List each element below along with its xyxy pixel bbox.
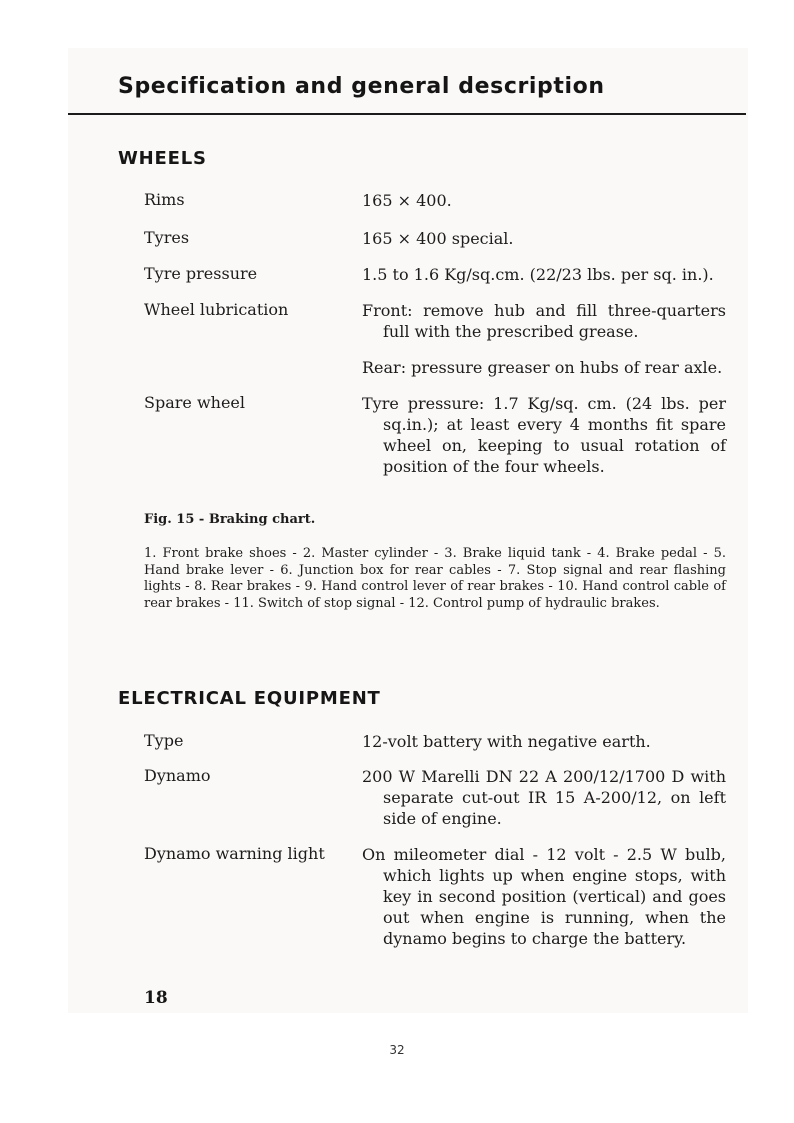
spec-value — [362, 393, 726, 492]
wheels-heading: WHEELS — [118, 148, 207, 169]
spec-value — [362, 228, 726, 264]
spec-value-text: 1.5 to 1.6 Kg/sq.cm. (22/23 lbs. per sq. in.). — [362, 265, 714, 284]
title-rule — [68, 113, 746, 115]
spec-value — [362, 300, 726, 393]
spec-label: Type — [144, 731, 184, 750]
spec-value — [362, 766, 726, 844]
folio-number: 18 — [144, 988, 168, 1008]
spec-value — [362, 844, 726, 964]
spec-value-text: Front: remove hub and fill three-quarters full with the prescribed grease. — [362, 301, 726, 341]
electrical-heading: ELECTRICAL EQUIPMENT — [118, 688, 381, 709]
figure-title: Fig. 15 - Braking chart. — [144, 512, 316, 527]
spec-value-text: Tyre pressure: 1.7 Kg/sq. cm. (24 lbs. per sq.in.); at least every 4 months fit spare wheel on, keeping to usual rotation of position of the four wheels. — [362, 394, 726, 476]
spec-value-text: 165 × 400 special. — [362, 229, 514, 248]
spec-label: Spare wheel — [144, 393, 245, 412]
spec-value — [362, 264, 726, 300]
spec-label: Dynamo — [144, 766, 211, 785]
figure-caption: 1. Front brake shoes - 2. Master cylinder - 3. Brake liquid tank - 4. Brake pedal - 5. Hand brake lever - 6. Junction box for rear cables - 7. Stop signal and rear flashing lights - 8. Rear brakes - 9. Hand control lever of rear brakes - 10. Hand control cable of rear brakes - 11. Switch of stop signal - 12. Control pump of hydraulic brakes. — [144, 546, 726, 611]
spec-value-text: 12-volt battery with negative earth. — [362, 732, 651, 751]
spec-value-text: On mileometer dial - 12 volt - 2.5 W bulb, which lights up when engine stops, with key in second position (vertical) and goes out when engine is running, when the dynamo begins to charge the battery. — [362, 845, 726, 948]
spec-label: Dynamo warning light — [144, 844, 325, 863]
spec-value-text: Rear: pressure greaser on hubs of rear axle. — [362, 358, 723, 377]
page-number: 32 — [389, 1043, 405, 1057]
spec-value — [362, 731, 726, 767]
spec-label: Tyres — [144, 228, 190, 247]
manual-page — [68, 48, 748, 1013]
spec-label: Wheel lubrication — [144, 300, 289, 319]
spec-value-text: 200 W Marelli DN 22 A 200/12/1700 D with separate cut-out IR 15 A-200/12, on left side of engine. — [362, 767, 726, 828]
spec-value — [362, 190, 726, 226]
spec-label: Rims — [144, 190, 185, 209]
spec-value-text: 165 × 400. — [362, 191, 452, 210]
spec-label: Tyre pressure — [144, 264, 258, 283]
page-title: Specification and general description — [118, 74, 605, 99]
